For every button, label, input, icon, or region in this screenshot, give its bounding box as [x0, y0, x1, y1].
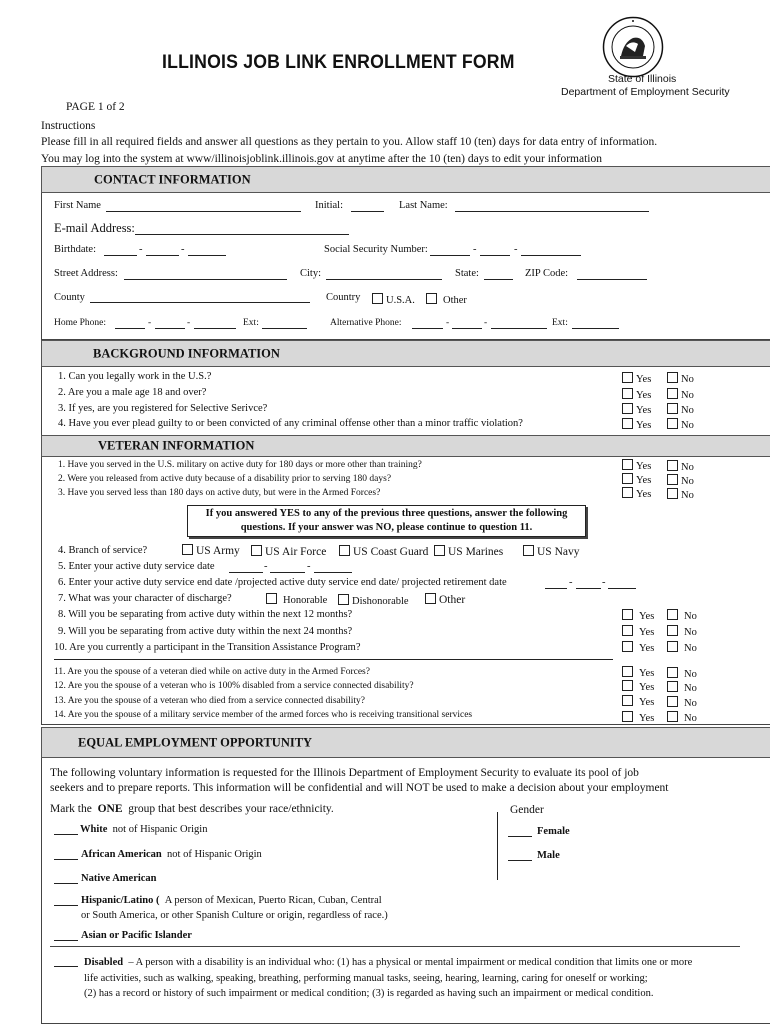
- vet-question-4: 4. Branch of service?: [58, 545, 148, 556]
- bg-q1-yes[interactable]: Yes: [622, 372, 651, 385]
- bg-question-4: 4. Have you ever plead guilty to or been convicted of any criminal offense other than a minor traffic violation?: [58, 418, 523, 429]
- vet-question-3: 3. Have you served less than 180 days on active duty, but were in the Armed Forces?: [58, 488, 381, 498]
- branch-navy-option[interactable]: US Navy: [523, 545, 580, 558]
- home-phone-label: Home Phone:: [54, 318, 106, 328]
- alt-phone-area-field[interactable]: [412, 328, 443, 329]
- gender-label: Gender: [510, 804, 544, 816]
- birthdate-day-field[interactable]: [146, 255, 179, 256]
- branch-marines-option[interactable]: US Marines: [434, 545, 503, 558]
- bg-q3-no[interactable]: No: [667, 403, 694, 416]
- checkbox[interactable]: [182, 544, 193, 555]
- native-american-blank[interactable]: [54, 883, 78, 884]
- race-hispanic: Hispanic/Latino ( A person of Mexican, Puerto Rican, Cuban, Central: [81, 895, 382, 906]
- checkbox[interactable]: [622, 711, 633, 722]
- email-label: E-mail Address:: [54, 221, 135, 235]
- bg-q3-yes[interactable]: Yes: [622, 403, 651, 416]
- alt-phone-ext-label: Ext:: [552, 318, 568, 328]
- vet-q9-no[interactable]: No: [667, 625, 697, 638]
- race-hispanic-line-2: or South America, or other Spanish Culture or origin, regardless of race.): [81, 910, 388, 921]
- vet-q14-yes[interactable]: Yes: [622, 711, 654, 724]
- vet-q3-no[interactable]: No: [667, 488, 694, 501]
- checkbox[interactable]: [667, 711, 678, 722]
- ssn-part2-field[interactable]: [480, 255, 510, 256]
- male-blank[interactable]: [508, 860, 532, 861]
- state-field[interactable]: [484, 279, 513, 280]
- page-number: PAGE 1 of 2: [66, 101, 125, 113]
- checkbox[interactable]: [667, 372, 678, 383]
- checkbox[interactable]: [667, 474, 678, 485]
- vet-question-12: 12. Are you the spouse of a veteran who is 100% disabled from a service connected disability?: [54, 681, 414, 691]
- disabled-line-1: Disabled – A person with a disability is an individual who: (1) has a physical or mental impairment or medical condition that limits one or more: [84, 957, 693, 968]
- service-date-month-field[interactable]: [229, 572, 263, 573]
- checkbox[interactable]: [667, 488, 678, 499]
- vet-q14-no[interactable]: No: [667, 711, 697, 724]
- vet-q13-no[interactable]: No: [667, 696, 697, 709]
- checkbox[interactable]: [667, 460, 678, 471]
- section-divider: [54, 659, 613, 660]
- female-blank[interactable]: [508, 836, 532, 837]
- checkbox[interactable]: [622, 641, 633, 652]
- bg-q2-yes[interactable]: Yes: [622, 388, 651, 401]
- background-header: [41, 340, 770, 367]
- alt-phone-label: Alternative Phone:: [330, 318, 402, 328]
- vet-q10-no[interactable]: No: [667, 641, 697, 654]
- checkbox[interactable]: [667, 696, 678, 707]
- birthdate-month-field[interactable]: [104, 255, 137, 256]
- checkbox[interactable]: [622, 609, 633, 620]
- initial-label: Initial:: [315, 200, 343, 211]
- discharge-dishonorable-option[interactable]: Dishonorable: [338, 594, 409, 607]
- end-date-year-field[interactable]: [608, 588, 636, 589]
- gender-male: Male: [537, 850, 560, 861]
- checkbox[interactable]: [667, 609, 678, 620]
- other-country-checkbox[interactable]: [426, 293, 437, 304]
- checkbox[interactable]: [622, 372, 633, 383]
- country-other-option[interactable]: Other: [426, 293, 467, 306]
- bg-q4-no[interactable]: No: [667, 418, 694, 431]
- instructions-line-2: You may log into the system at www/illinoisjoblink.illinois.gov at anytime after the 10 (ten) days to edit your information: [41, 153, 602, 165]
- last-name-field[interactable]: [455, 211, 649, 212]
- disabled-line-3: (2) has a record or history of such impairment or medical condition; (3) is regarded as having such an impairment or medical condition.: [84, 988, 654, 999]
- street-label: Street Address:: [54, 268, 118, 279]
- checkbox[interactable]: [339, 545, 350, 556]
- branch-army-option[interactable]: US Army: [182, 544, 240, 557]
- contact-heading: CONTACT INFORMATION: [94, 172, 251, 186]
- bg-question-3: 3. If yes, are you registered for Selective Serivce?: [58, 403, 268, 414]
- vet-q8-yes[interactable]: Yes: [622, 609, 654, 622]
- service-date-year-field[interactable]: [314, 572, 352, 573]
- illinois-seal-icon: [602, 16, 664, 78]
- disabled-blank[interactable]: [54, 966, 78, 967]
- gender-female: Female: [537, 826, 570, 837]
- vet-q11-no[interactable]: No: [667, 667, 697, 680]
- vet-q2-no[interactable]: No: [667, 474, 694, 487]
- vet-question-1: 1. Have you served in the U.S. military on active duty for 180 days or more other than training?: [58, 460, 422, 470]
- birthdate-label: Birthdate:: [54, 244, 96, 255]
- vet-question-11: 11. Are you the spouse of a veteran died while on active duty in the Armed Forces?: [54, 667, 370, 677]
- african-american-blank[interactable]: [54, 859, 78, 860]
- vet-q12-no[interactable]: No: [667, 681, 697, 694]
- checkbox[interactable]: [622, 625, 633, 636]
- alt-phone-ext-field[interactable]: [572, 328, 619, 329]
- checkbox[interactable]: [667, 418, 678, 429]
- checkbox[interactable]: [622, 388, 633, 399]
- eeo-heading: EQUAL EMPLOYMENT OPPORTUNITY: [78, 735, 313, 749]
- end-date-month-field[interactable]: [545, 588, 567, 589]
- email-field[interactable]: [135, 234, 349, 235]
- ssn-part3-field[interactable]: [521, 255, 581, 256]
- vet-q8-no[interactable]: No: [667, 609, 697, 622]
- birthdate-year-field[interactable]: [188, 255, 226, 256]
- eeo-intro-2: seekers and to prepare reports. This information will be confidential and will NOT be used to make a decision about your employment: [50, 782, 669, 794]
- alt-phone-line-field[interactable]: [491, 328, 547, 329]
- vet-q1-yes[interactable]: Yes: [622, 459, 651, 472]
- home-phone-line-field[interactable]: [194, 328, 236, 329]
- end-date-day-field[interactable]: [576, 588, 601, 589]
- checkbox[interactable]: [622, 487, 633, 498]
- ssn-part1-field[interactable]: [430, 255, 470, 256]
- checkbox[interactable]: [622, 403, 633, 414]
- alt-phone-prefix-field[interactable]: [452, 328, 482, 329]
- eeo-intro-1: The following voluntary information is requested for the Illinois Department of Employment Security to evaluate its pool of job: [50, 767, 639, 779]
- vet-question-6: 6. Enter your active duty service end date /projected active duty service end date/ projected retirement date: [58, 577, 507, 588]
- county-label: County: [54, 292, 85, 303]
- background-heading: BACKGROUND INFORMATION: [93, 346, 280, 360]
- checkbox[interactable]: [434, 545, 445, 556]
- veteran-note-line-1: If you answered YES to any of the previous three questions, answer the following: [205, 508, 568, 519]
- checkbox[interactable]: [667, 625, 678, 636]
- veteran-header: [41, 435, 770, 457]
- vet-q13-yes[interactable]: Yes: [622, 695, 654, 708]
- vet-q12-yes[interactable]: Yes: [622, 680, 654, 693]
- checkbox[interactable]: [251, 545, 262, 556]
- city-field[interactable]: [326, 279, 442, 280]
- asian-blank[interactable]: [54, 940, 78, 941]
- branch-coastguard-option[interactable]: US Coast Guard: [339, 545, 428, 558]
- vet-q1-no[interactable]: No: [667, 460, 694, 473]
- bg-q1-no[interactable]: No: [667, 372, 694, 385]
- race-african-american: African American not of Hispanic Origin: [81, 849, 262, 860]
- zip-field[interactable]: [577, 279, 647, 280]
- bg-question-1: 1. Can you legally work in the U.S.?: [58, 371, 212, 382]
- home-phone-ext-field[interactable]: [262, 328, 307, 329]
- agency-state: State of Illinois: [608, 73, 677, 85]
- vet-question-13: 13. Are you the spouse of a veteran who died from a service connected disability?: [54, 696, 366, 706]
- country-label: Country: [326, 292, 361, 303]
- checkbox[interactable]: [266, 593, 277, 604]
- checkbox[interactable]: [523, 545, 534, 556]
- checkbox[interactable]: [622, 680, 633, 691]
- ssn-label: Social Security Number:: [324, 244, 428, 255]
- disabled-divider: [50, 946, 740, 947]
- white-blank[interactable]: [54, 834, 78, 835]
- disabled-line-2: life activities, such as walking, speaking, breathing, performing manual tasks, seeing, hearing, learning, caring for oneself or working;: [84, 973, 648, 984]
- instructions-line-1: Please fill in all required fields and answer all questions as they pertain to you. Allow staff 10 (ten) days for data entry of information.: [41, 136, 658, 148]
- vet-q9-yes[interactable]: Yes: [622, 625, 654, 638]
- instructions-label: Instructions: [41, 120, 96, 132]
- checkbox[interactable]: [622, 459, 633, 470]
- vet-question-14: 14. Are you the spouse of a military service member of the armed forces who is receiving transitional services: [54, 710, 473, 720]
- home-phone-prefix-field[interactable]: [155, 328, 185, 329]
- zip-label: ZIP Code:: [525, 268, 569, 279]
- discharge-honorable-option[interactable]: Honorable: [266, 593, 327, 606]
- vet-question-9: 9. Will you be separating from active duty within the next 24 months?: [58, 626, 353, 637]
- home-phone-area-field[interactable]: [115, 328, 145, 329]
- race-native-american: Native American: [81, 873, 157, 884]
- checkbox[interactable]: [338, 594, 349, 605]
- last-name-label: Last Name:: [399, 200, 448, 211]
- vet-q11-yes[interactable]: Yes: [622, 666, 654, 679]
- form-title: ILLINOIS JOB LINK ENROLLMENT FORM: [162, 52, 515, 73]
- state-label: State:: [455, 268, 479, 279]
- race-asian: Asian or Pacific Islander: [81, 930, 192, 941]
- bg-q4-yes[interactable]: Yes: [622, 418, 651, 431]
- bg-question-2: 2. Are you a male age 18 and over?: [58, 387, 207, 398]
- checkbox[interactable]: [622, 473, 633, 484]
- vet-question-10: 10. Are you currently a participant in the Transition Assistance Program?: [54, 642, 361, 653]
- agency-department: Department of Employment Security: [561, 86, 730, 98]
- checkbox[interactable]: [622, 418, 633, 429]
- race-white: White not of Hispanic Origin: [80, 824, 208, 835]
- service-date-day-field[interactable]: [270, 572, 305, 573]
- country-usa-option[interactable]: U.S.A.: [372, 293, 415, 306]
- first-name-field[interactable]: [106, 211, 301, 212]
- vet-q10-yes[interactable]: Yes: [622, 641, 654, 654]
- checkbox[interactable]: [667, 388, 678, 399]
- discharge-other-option[interactable]: Other: [425, 593, 465, 606]
- hispanic-blank[interactable]: [54, 905, 78, 906]
- city-label: City:: [300, 268, 322, 279]
- eeo-header: [41, 727, 770, 758]
- checkbox[interactable]: [667, 403, 678, 414]
- checkbox[interactable]: [667, 667, 678, 678]
- vet-q3-yes[interactable]: Yes: [622, 487, 651, 500]
- vet-question-2: 2. Were you released from active duty because of a disability prior to serving 180 days?: [58, 474, 392, 484]
- branch-airforce-option[interactable]: US Air Force: [251, 545, 326, 558]
- checkbox[interactable]: [667, 641, 678, 652]
- checkbox[interactable]: [667, 681, 678, 692]
- contact-header: [41, 166, 770, 193]
- checkbox[interactable]: [622, 666, 633, 677]
- vet-question-5: 5. Enter your active duty service date: [58, 561, 215, 572]
- vet-question-8: 8. Will you be separating from active duty within the next 12 months?: [58, 609, 353, 620]
- checkbox[interactable]: [425, 593, 436, 604]
- veteran-note-line-2: questions. If your answer was NO, please continue to question 11.: [240, 522, 533, 533]
- checkbox[interactable]: [622, 695, 633, 706]
- gender-divider: [497, 812, 498, 880]
- veteran-heading: VETERAN INFORMATION: [98, 438, 255, 453]
- county-field[interactable]: [90, 302, 310, 303]
- vet-question-7: 7. What was your character of discharge?: [58, 593, 232, 604]
- usa-checkbox[interactable]: [372, 293, 383, 304]
- street-field[interactable]: [124, 279, 287, 280]
- first-name-label: First Name: [54, 200, 101, 211]
- vet-q2-yes[interactable]: Yes: [622, 473, 651, 486]
- initial-field[interactable]: [351, 211, 384, 212]
- bg-q2-no[interactable]: No: [667, 388, 694, 401]
- mark-one-instruction: Mark the ONE group that best describes your race/ethnicity.: [50, 803, 334, 815]
- home-phone-ext-label: Ext:: [243, 318, 259, 328]
- veteran-note-box: [187, 505, 586, 537]
